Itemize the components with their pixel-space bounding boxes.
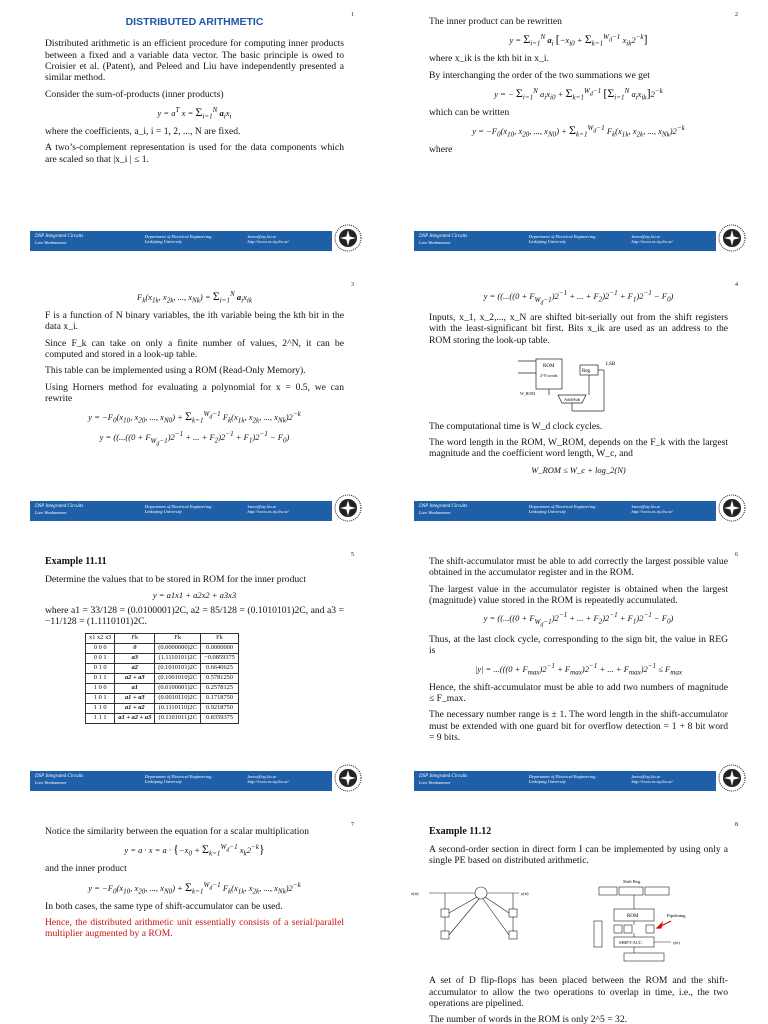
table-cell: a1 + a2 + a3 <box>115 713 155 723</box>
university-logo-icon <box>334 224 362 252</box>
table-header: Fk <box>201 633 239 643</box>
paragraph: The number of words in the ROM is only 2^5 = 32. <box>429 1014 628 1024</box>
table-cell: 0.6640625 <box>201 663 239 673</box>
paragraph: where a1 = 33/128 = (0.0100001)2C, a2 = 85/128 = (0.1010101)2C, and a3 = −11/128 = (1.1110101)2C. <box>45 605 344 628</box>
example-title: Example 11.12 <box>429 826 492 837</box>
paragraph: The inner product can be rewritten <box>429 16 562 27</box>
table-cell: a2 + a3 <box>115 673 155 683</box>
page-number: 2 <box>735 12 738 18</box>
slide-1 <box>0 0 384 256</box>
paragraph: where the coefficients, a_i, i = 1, 2, ..., N are fixed. <box>45 125 241 137</box>
table-cell: (0.1010101)2C <box>155 663 201 673</box>
svg-text:y(n): y(n) <box>673 940 680 946</box>
paragraph: Inputs, x_1, x_2,..., x_N are shifted bit-serially out from the shift registers with the least-significant bit first. Bits x_ik are used as an address to the ROM storing the look-up table. <box>429 311 728 346</box>
table-cell: 1 0 1 <box>86 693 115 703</box>
slide-footer: DSP Integrated Circuits Lars Wanhammar Department of Electrical Engineering Linköping University larsw@isy.liu.se http://www.es.isy.liu.se/ <box>30 501 332 521</box>
svg-text:y(n): y(n) <box>521 891 529 897</box>
table-row <box>86 703 239 713</box>
slide-footer: DSP Integrated Circuits Lars Wanhammar Department of Electrical Engineering Linköping University larsw@isy.liu.se http://www.es.isy.liu.se/ <box>30 771 332 791</box>
table-cell: 0 0 0 <box>86 643 115 653</box>
paragraph: This table can be implemented using a ROM (Read-Only Memory). <box>45 365 306 377</box>
table-header: Fk <box>155 633 201 643</box>
table-row <box>86 713 239 723</box>
table-cell: a1 + a2 <box>115 703 155 713</box>
table-cell: (0.1001010)2C <box>155 673 201 683</box>
example-title: Example 11.11 <box>45 556 107 567</box>
table-cell: 1 1 0 <box>86 703 115 713</box>
university-logo-icon <box>334 764 362 792</box>
distributed-arithmetic-diagram <box>514 351 644 417</box>
table-header: Fk <box>115 633 155 643</box>
slide-3 <box>0 270 384 526</box>
slide-title: DISTRIBUTED ARITHMETIC <box>125 16 264 28</box>
table-row <box>86 673 239 683</box>
rom-table <box>85 633 239 724</box>
highlight-paragraph: Hence, the distributed arithmetic unit essentially consists of a serial/parallel multiplier augmented by a ROM. <box>45 917 344 940</box>
page-number: 5 <box>351 552 354 558</box>
svg-text:Add/Sub: Add/Sub <box>563 396 580 402</box>
slide-footer: DSP Integrated Circuits Lars Wanhammar Department of Electrical Engineering Linköping University larsw@isy.liu.se http://www.es.isy.liu.se/ <box>414 501 716 521</box>
table-cell: 0 0 1 <box>86 653 115 663</box>
paragraph: A set of D flip-flops has been placed between the ROM and the shift-accumulator to allow the two operations to overlap in time, i.e., the two operations are pipelined. <box>429 975 728 1010</box>
equation: y = − $\Sigma_{i=1}^N$ $a_ix_{i0} + \Sigma_{k=1}^{W_d-1}$ [$\Sigma_{i=1}^N$ $a_ix_{ik}]2^{-k}$ <box>494 85 663 102</box>
paragraph: F is a function of N binary variables, the ith variable being the kth bit in the data x_i. <box>45 310 344 333</box>
slide-6 <box>384 540 768 796</box>
table-row <box>86 663 239 673</box>
equation: $|y| = ...(((0 + F_{max})2^{-1} + F_{max})2^{-1}$ + ... + $F_{max})2^{-1} \le F_{max}$ <box>474 661 683 677</box>
svg-text:W_ROM: W_ROM <box>519 390 535 396</box>
table-cell: (0.0000000)2C <box>155 643 201 653</box>
university-logo-icon <box>334 494 362 522</box>
svg-text:x(n): x(n) <box>411 891 419 897</box>
equation: $y = \Sigma_{i=1}^N$ $a_i$ [$-x_{i0} + \Sigma_{k=1}^{W_d-1}$ $x_{ik}2^{-k}$] <box>509 32 648 48</box>
table-cell: 0 1 0 <box>86 663 115 673</box>
table-cell: 0.8359375 <box>201 713 239 723</box>
paragraph: A two’s-complement representation is used for the data components which are scaled so that |x_i | ≤ 1. <box>45 142 344 165</box>
table-cell: −0.0859375 <box>201 653 239 663</box>
slide-4 <box>384 270 768 526</box>
page-number: 1 <box>351 12 354 18</box>
table-cell: 0.2578125 <box>201 683 239 693</box>
table-cell: 1 0 0 <box>86 683 115 693</box>
paragraph: Consider the sum-of-products (inner products) <box>45 88 224 100</box>
paragraph: The largest value in the accumulator register is obtained when the largest (magnitude) value stored in the ROM is repeatedly accumulated. <box>429 583 728 606</box>
table-cell: (0.0100001)2C <box>155 683 201 693</box>
table-cell: (0.1101011)2C <box>155 713 201 723</box>
slide-8 <box>384 810 768 1024</box>
page-number: 6 <box>735 552 738 558</box>
paragraph: Notice the similarity between the equation for a scalar multiplication <box>45 826 310 837</box>
table-cell: 1 1 1 <box>86 713 115 723</box>
university-logo-icon <box>718 494 746 522</box>
slide-footer: DSP Integrated Circuits Lars Wanhammar Department of Electrical Engineering Linköping University larsw@isy.liu.se http://www.es.isy.liu.se/ <box>414 771 716 791</box>
table-row <box>86 683 239 693</box>
table-cell: (0.0010110)2C <box>155 693 201 703</box>
table-cell: a1 <box>115 683 155 693</box>
table-header-row <box>86 633 239 643</box>
paragraph: Hence, the shift-accumulator must be able to add two numbers of magnitude ≤ F_max. <box>429 681 728 704</box>
equation: $y = a^T$ $x = \Sigma_{i=1}^N$ $a_ix_i$ <box>157 104 232 121</box>
paragraph: The computational time is W_d clock cycles. <box>429 420 603 432</box>
table-cell: 0.9218750 <box>201 703 239 713</box>
paragraph: The word length in the ROM, W_ROM, depends on the F_k with the largest magnitude and the coefficient word length, W_c, and <box>429 437 728 460</box>
svg-text:ROM: ROM <box>542 363 554 369</box>
table-cell: a2 <box>115 663 155 673</box>
table-cell: (1.1110101)2C <box>155 653 201 663</box>
svg-text:ROM: ROM <box>627 914 639 920</box>
table-row <box>86 693 239 703</box>
page-number: 4 <box>735 282 738 288</box>
paragraph: Since F_k can take on only a finite number of values, 2^N, it can be computed and stored in a look-up table. <box>45 337 344 360</box>
equation: $F_k(x_{1k}$, $x_{2k}$, ..., $x_{Nk}) = \Sigma_{i=1}^N$ $a_ix_{ik}$ <box>137 289 252 305</box>
paragraph: Distributed arithmetic is an efficient procedure for computing inner products between a fixed and a variable data vector. The basic principle is owed to Croisier et al. (Patent), and Peleed and Liu have independently presented a similar method. <box>45 38 344 84</box>
svg-text:Pipelining: Pipelining <box>667 913 686 919</box>
equation: y = a1x1 + a2x2 + a3x3 <box>152 590 237 601</box>
equation: $y = -F_0(x_{10}$, $x_{20}$, ..., $x_{N0}) + \Sigma_{k=1}^{W_d-1}$ $F_k(x_{1k}$, $x_{2k}$, ..., $x_{Nk})2^{-k}$ <box>88 879 301 896</box>
table-cell: 0 <box>115 643 155 653</box>
page-number: 8 <box>735 822 738 828</box>
university-logo-icon <box>718 224 746 252</box>
table-row <box>86 653 239 663</box>
paragraph: which can be written <box>429 107 510 118</box>
paragraph: A second-order section in direct form I can be implemented by using only a single PE based on distributed arithmetic. <box>429 843 728 867</box>
paragraph: Thus, at the last clock cycle, corresponding to the sign bit, the value in REG is <box>429 634 728 657</box>
slide-5 <box>0 540 384 796</box>
paragraph: Determine the values that to be stored in ROM for the inner product <box>45 573 307 585</box>
paragraph: where <box>429 144 453 156</box>
paragraph: where x_ik is the kth bit in x_i. <box>429 53 549 65</box>
table-cell: a3 <box>115 653 155 663</box>
paragraph: The shift-accumulator must be able to add correctly the largest possible value obtained in the accumulator register and in the ROM. <box>429 556 728 579</box>
equation: $y = -F_0(x_{10}$, $x_{20}$, ..., $x_{N0}) + \Sigma_{k=1}^{W_d-1}$ $F_k(x_{1k}$, $x_{2k}$, ..., $x_{Nk})2^{-k}$ <box>88 409 301 425</box>
svg-text:2^N words: 2^N words <box>539 372 558 378</box>
svg-text:SHIFT-ACC.: SHIFT-ACC. <box>619 940 643 946</box>
equation: $y = ((...((0 + F_{W_d-1})2^{-1}$ + ... + $F_2)2^{-1} + F_1)2^{-1} - F_0$) <box>99 430 290 448</box>
paragraph: and the inner product <box>45 863 127 875</box>
table-header: x1 x2 x3 <box>86 633 115 643</box>
paragraph: The necessary number range is ± 1. The word length in the shift-accumulator must be extended with one guard bit for overflow detection = 1 + 8 bit word = 9 bits. <box>429 709 728 743</box>
equation: $y = ((...((0 + F_{W_d-1})2^{-1}$ + ... + $F_2)2^{-1} + F_1)2^{-1} - F_0$) <box>483 611 674 629</box>
table-cell: 0.0000000 <box>201 643 239 653</box>
equation: W_ROM ≤ W_c + log_2(N) <box>531 464 626 475</box>
slide-7 <box>0 810 384 1024</box>
page-number: 3 <box>351 282 354 288</box>
equation: $y = ((...((0 + F_{W_d-1})2^{-1}$ + ... + $F_2)2^{-1} + F_1)2^{-1} - F_0$) <box>483 289 674 306</box>
table-cell: (0.1110110)2C <box>155 703 201 713</box>
table-cell: 0.1718750 <box>201 693 239 703</box>
table-cell: 0.5781250 <box>201 673 239 683</box>
table-row <box>86 643 239 653</box>
university-logo-icon <box>718 764 746 792</box>
table-cell: 0 1 1 <box>86 673 115 683</box>
paragraph: By interchanging the order of the two summations we get <box>429 69 650 81</box>
equation: $y = -F_0(x_{10}$, $x_{20}$, ..., $x_{N0}) + \Sigma_{k=1}^{W_d-1}$ $F_k(x_{1k}$, $x_{2k}$, ..., $x_{Nk})2^{-k}$ <box>472 123 685 139</box>
svg-text:LSB: LSB <box>605 361 615 367</box>
svg-text:Reg.: Reg. <box>581 368 591 374</box>
second-order-section-diagram <box>409 871 699 971</box>
slide-2 <box>384 0 768 256</box>
paragraph: Using Horners method for evaluating a polynomial for x = 0.5, we can rewrite <box>45 381 344 404</box>
table-cell: a1 + a3 <box>115 693 155 703</box>
page-number: 7 <box>351 822 354 828</box>
slide-footer: DSP Integrated Circuits Lars Wanhammar Department of Electrical Engineering Linköping University larsw@isy.liu.se http://www.es.isy.liu.se/ <box>30 231 332 251</box>
paragraph: In both cases, the same type of shift-accumulator can be used. <box>45 900 283 912</box>
equation: $y = a \cdot x = a \cdot \{-x_0 + \Sigma_{k=1}^{W_d-1}$ $x_k2^{-k}$} <box>124 842 265 858</box>
slide-footer: DSP Integrated Circuits Lars Wanhammar Department of Electrical Engineering Linköping University larsw@isy.liu.se http://www.es.isy.liu.se/ <box>414 231 716 251</box>
svg-text:Shift Reg.: Shift Reg. <box>623 879 642 885</box>
